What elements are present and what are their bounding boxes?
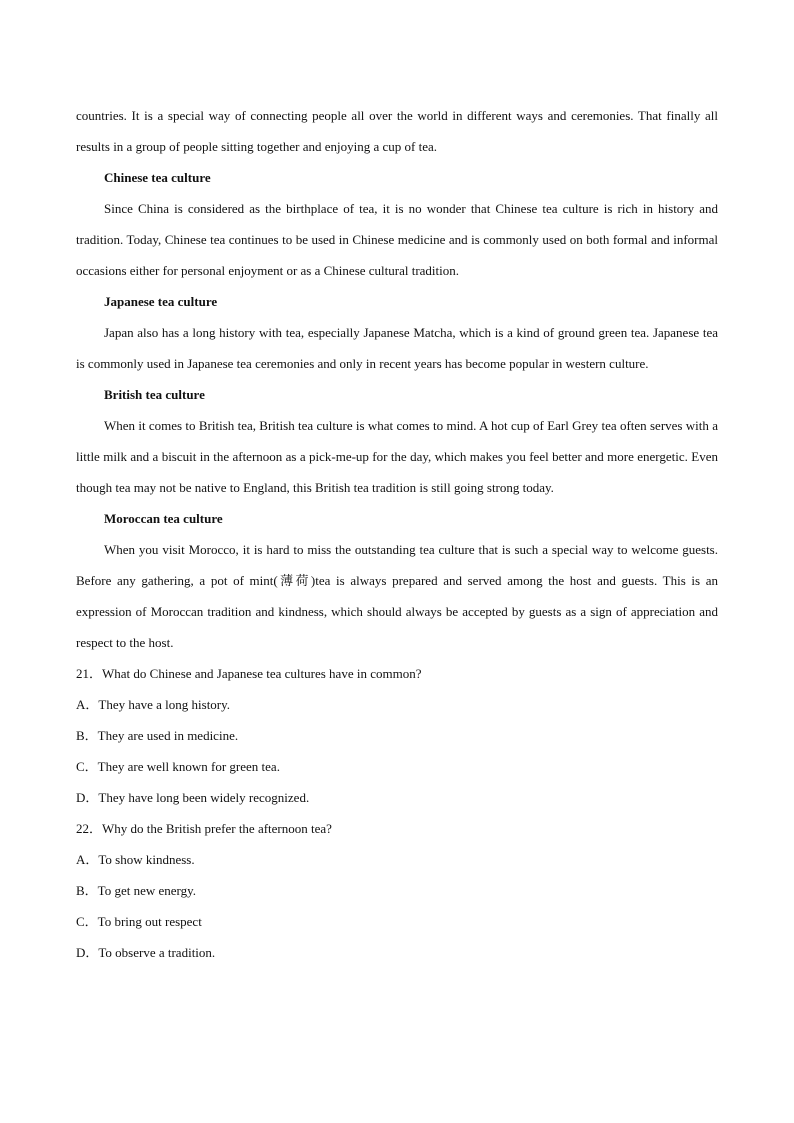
section-japanese	[76, 286, 718, 379]
section-body: When you visit Morocco, it is hard to miss the outstanding tea culture that is such a special way to welcome guests. Before any gathering, a pot of mint(薄荷)tea is always prepared and served among the host and guests. This is an expression of Moroccan tradition and kindness, which should always be accepted by guests as a sign of appreciation and respect to the host.	[76, 542, 718, 650]
section-heading: British tea culture	[104, 387, 205, 402]
option-d: D．To observe a tradition.	[76, 945, 216, 960]
section-body: Japan also has a long history with tea, especially Japanese Matcha, which is a kind of ground green tea. Japanese tea is commonly used in Japanese tea ceremonies and only in recent years has become popular in western culture.	[76, 325, 718, 371]
section-heading: Chinese tea culture	[104, 170, 211, 185]
section-body: When it comes to British tea, British tea culture is what comes to mind. A hot cup of Earl Grey tea often serves with a little milk and a biscuit in the afternoon as a pick-me-up for the day, which makes you feel better and more energetic. Even though tea may not be native to England, this British tea tradition is still going strong today.	[76, 418, 718, 495]
section-chinese	[76, 162, 718, 286]
option-a: A．To show kindness.	[76, 852, 195, 867]
section-body: Since China is considered as the birthplace of tea, it is no wonder that Chinese tea culture is rich in history and tradition. Today, Chinese tea continues to be used in Chinese medicine and is commonly used on both formal and informal occasions either for personal enjoyment or as a Chinese cultural tradition.	[76, 201, 718, 278]
question-21	[76, 658, 718, 813]
option-c: C．They are well known for green tea.	[76, 759, 280, 774]
option-b: B．To get new energy.	[76, 883, 197, 898]
passage-intro: countries. It is a special way of connecting people all over the world in different ways and ceremonies. That finally all results in a group of people sitting together and enjoying a cup of tea.	[76, 108, 718, 154]
option-d: D．They have long been widely recognized.	[76, 790, 310, 805]
document-page	[76, 100, 718, 968]
section-heading: Moroccan tea culture	[104, 511, 223, 526]
option-b: B．They are used in medicine.	[76, 728, 239, 743]
question-stem: 22．Why do the British prefer the afternoon tea?	[76, 821, 332, 836]
section-british	[76, 379, 718, 503]
question-stem: 21．What do Chinese and Japanese tea cultures have in common?	[76, 666, 422, 681]
section-moroccan	[76, 503, 718, 658]
section-heading: Japanese tea culture	[104, 294, 218, 309]
question-22	[76, 813, 718, 968]
option-c: C．To bring out respect	[76, 914, 202, 929]
option-a: A．They have a long history.	[76, 697, 231, 712]
